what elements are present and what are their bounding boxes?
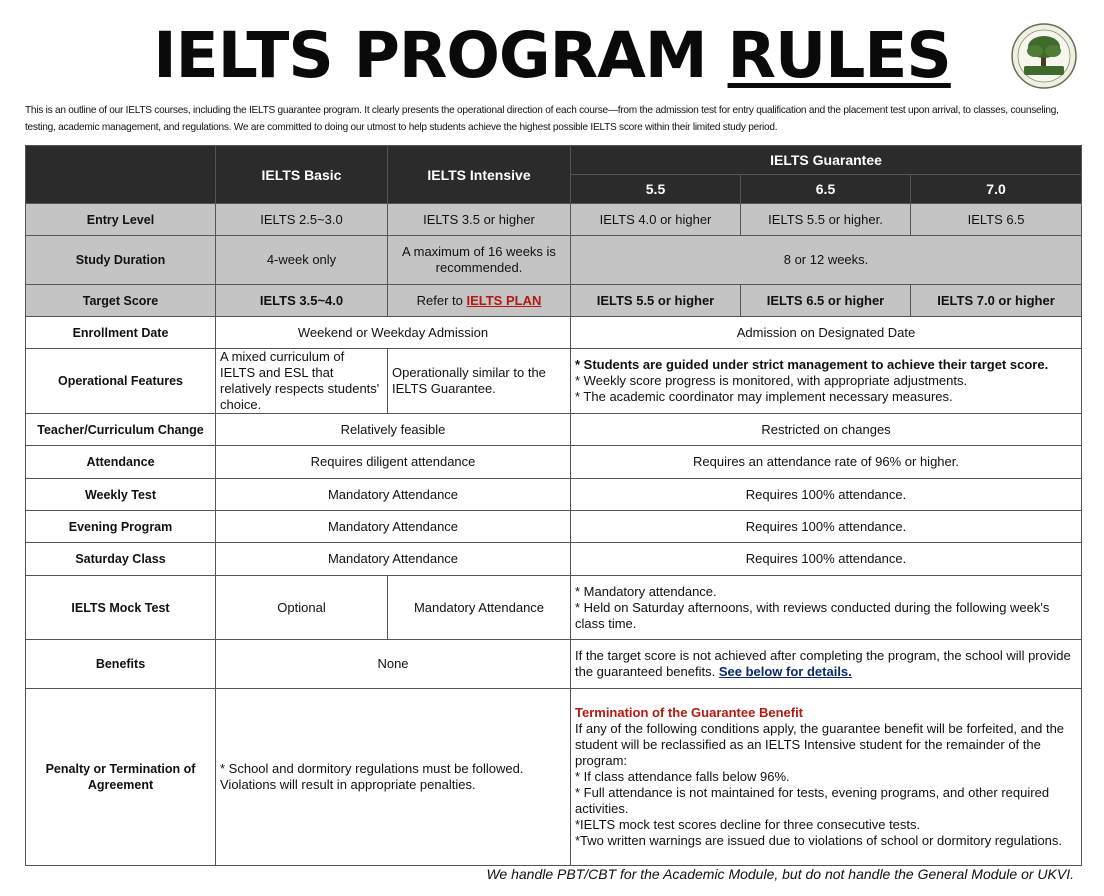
cell-guarantee: Requires 100% attendance. — [571, 543, 1082, 576]
header-corner — [26, 146, 216, 204]
feature-line-3: * The academic coordinator may implement necessary measures. — [575, 389, 953, 404]
cell-intensive: Mandatory Attendance — [388, 576, 571, 640]
termination-heading: Termination of the Guarantee Benefit — [575, 705, 804, 720]
cell-guarantee — [571, 640, 1082, 689]
cell-basic: IELTS 3.5~4.0 — [216, 285, 388, 317]
row-attendance — [26, 446, 1082, 479]
cell-basic: A mixed curriculum of IELTS and ESL that relatively respects students' choice. — [216, 349, 388, 414]
cell-guarantee: Admission on Designated Date — [571, 317, 1082, 349]
row-operational-features — [26, 349, 1082, 414]
penalty-line-1: * School and dormitory regulations must be followed. — [220, 761, 524, 776]
row-label: Benefits — [26, 640, 216, 689]
row-benefits — [26, 640, 1082, 689]
benefits-text: If the target score is not achieved after completing the program, the school will provide the guaranteed benefits. — [575, 648, 1071, 679]
cell-intensive: A maximum of 16 weeks is recommended. — [388, 236, 571, 285]
row-evening-program — [26, 511, 1082, 543]
row-study-duration — [26, 236, 1082, 285]
mock-line-2: * Held on Saturday afternoons, with reviews conducted during the following week's class time. — [575, 599, 1050, 631]
row-label: Saturday Class — [26, 543, 216, 576]
cell-guarantee: Requires 100% attendance. — [571, 479, 1082, 511]
feature-line-1: * Students are guided under strict management to achieve their target score. — [575, 357, 1049, 372]
cell-intensive: IELTS 3.5 or higher — [388, 204, 571, 236]
cell-guarantee: Requires an attendance rate of 96% or higher. — [571, 446, 1082, 479]
termination-item: * If class attendance falls below 96%. — [575, 769, 790, 784]
cell-g65: IELTS 6.5 or higher — [741, 285, 911, 317]
col-header-guarantee: IELTS Guarantee — [571, 146, 1082, 175]
cell-g55: IELTS 5.5 or higher — [571, 285, 741, 317]
header-row-1 — [26, 146, 1082, 175]
cell-g70: IELTS 6.5 — [911, 204, 1082, 236]
termination-item: *Two written warnings are issued due to violations of school or dormitory regulations. — [575, 833, 1063, 848]
row-label: Operational Features — [26, 349, 216, 414]
cell-guarantee — [571, 576, 1082, 640]
row-penalty — [26, 689, 1082, 866]
cell-guarantee: Requires 100% attendance. — [571, 511, 1082, 543]
cell-basic-intensive: Mandatory Attendance — [216, 479, 571, 511]
cell-basic: IELTS 2.5~3.0 — [216, 204, 388, 236]
cell-basic-intensive: Weekend or Weekday Admission — [216, 317, 571, 349]
row-label: Teacher/Curriculum Change — [26, 414, 216, 446]
termination-item: * Full attendance is not maintained for tests, evening programs, and other required activities. — [575, 785, 1050, 816]
cell-basic-intensive — [216, 689, 571, 866]
row-enrollment-date — [26, 317, 1082, 349]
ielts-plan-link[interactable]: IELTS PLAN — [466, 292, 542, 308]
col-header-6-5: 6.5 — [741, 175, 911, 204]
cell-basic-intensive: Relatively feasible — [216, 414, 571, 446]
page-title — [0, 14, 1104, 98]
col-header-7-0: 7.0 — [911, 175, 1082, 204]
row-label: Weekly Test — [26, 479, 216, 511]
col-header-intensive: IELTS Intensive — [388, 146, 571, 204]
row-label: Target Score — [26, 285, 216, 317]
cell-basic-intensive: Requires diligent attendance — [216, 446, 571, 479]
cell-basic-intensive: None — [216, 640, 571, 689]
intro-paragraph: This is an outline of our IELTS courses, including the IELTS guarantee program. It clearly presents the operational direction of each course—from the admission test for entry qualification and the placement test upon arrival, to classes, counseling, testing, academic management, and regulations. We are committed to doing our utmost to help students achieve the highest possible IELTS score within their limited study period. — [25, 105, 1059, 133]
termination-item: *IELTS mock test scores decline for three consecutive tests. — [575, 817, 921, 832]
title-main: IELTS PROGRAM — [153, 19, 707, 92]
penalty-line-2: Violations will result in appropriate penalties. — [220, 777, 476, 792]
cell-g55: IELTS 4.0 or higher — [571, 204, 741, 236]
row-label: Attendance — [26, 446, 216, 479]
cell-guarantee: Restricted on changes — [571, 414, 1082, 446]
see-details-link[interactable]: See below for details. — [718, 664, 852, 679]
program-rules-table — [25, 145, 1082, 866]
cell-g65: IELTS 5.5 or higher. — [741, 204, 911, 236]
row-label: Evening Program — [26, 511, 216, 543]
footer-note: We handle PBT/CBT for the Academic Module, but do not handle the General Module or UKVI. — [486, 866, 1074, 882]
row-label: IELTS Mock Test — [26, 576, 216, 640]
cell-g70: IELTS 7.0 or higher — [911, 285, 1082, 317]
row-teacher-change — [26, 414, 1082, 446]
cell-guarantee — [571, 689, 1082, 866]
row-label: Penalty or Termination of Agreement — [26, 689, 216, 866]
row-label: Study Duration — [26, 236, 216, 285]
feature-line-2: * Weekly score progress is monitored, with appropriate adjustments. — [575, 373, 968, 388]
title-underlined: RULES — [727, 19, 951, 92]
row-saturday-class — [26, 543, 1082, 576]
row-label: Entry Level — [26, 204, 216, 236]
cell-intensive: Operationally similar to the IELTS Guarantee. — [388, 349, 571, 414]
col-header-5-5: 5.5 — [571, 175, 741, 204]
cell-basic-intensive: Mandatory Attendance — [216, 543, 571, 576]
row-target-score — [26, 285, 1082, 317]
row-weekly-test — [26, 479, 1082, 511]
cell-basic-intensive: Mandatory Attendance — [216, 511, 571, 543]
cell-intensive — [388, 285, 571, 317]
mock-line-1: * Mandatory attendance. — [575, 583, 717, 599]
cell-basic: 4-week only — [216, 236, 388, 285]
termination-intro: If any of the following conditions apply, the guarantee benefit will be forfeited, and the student will be reclassified as an IELTS Intensive student for the remainder of the program: — [575, 721, 1065, 768]
row-mock-test — [26, 576, 1082, 640]
school-logo — [1010, 22, 1078, 90]
cell-guarantee — [571, 349, 1082, 414]
row-entry-level — [26, 204, 1082, 236]
cell-basic: Optional — [216, 576, 388, 640]
row-label: Enrollment Date — [26, 317, 216, 349]
cell-guarantee: 8 or 12 weeks. — [571, 236, 1082, 285]
refer-text: Refer to — [416, 292, 467, 308]
col-header-basic: IELTS Basic — [216, 146, 388, 204]
